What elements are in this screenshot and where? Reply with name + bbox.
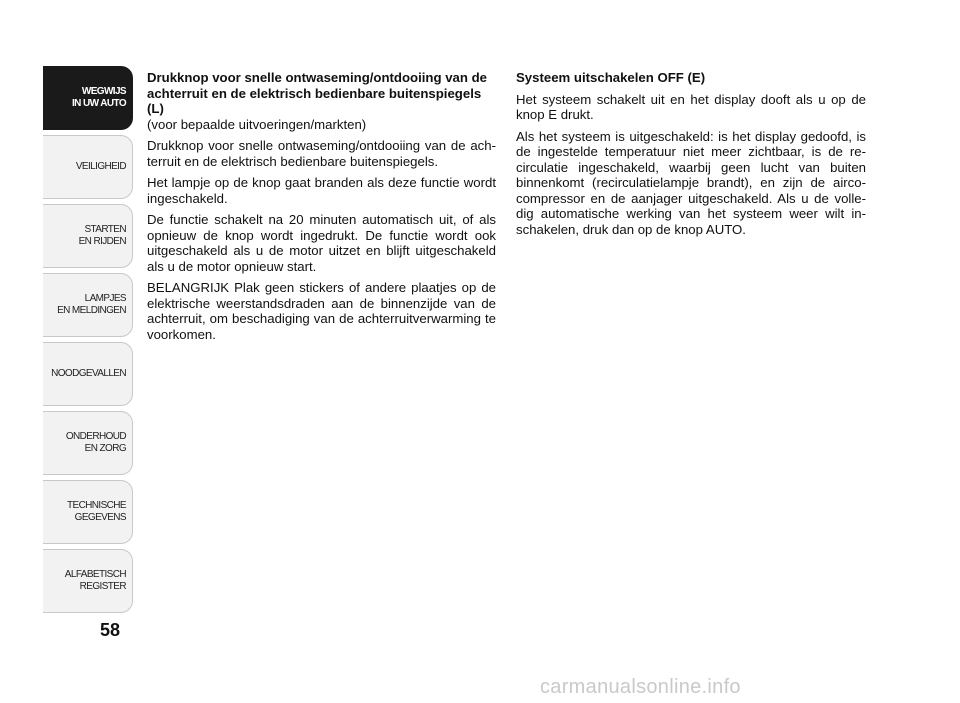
section-heading: Drukknop voor snelle ontwaseming/ontdooiing van de achterruit en de elektrisch bedienbare buitenspiegels (L) <box>147 70 487 116</box>
paragraph: De functie schakelt na 20 minuten automatisch uit, of als opnieuw de knop wordt ingedrukt. De functie wordt ook uitgeschakeld als u de motor uitzet en blijft uitgeschakeld als u de motor opnieuw start. <box>147 212 496 274</box>
paragraph: Als het systeem is uitgeschakeld: is het display gedoofd, is de ingestelde temperatuur niet meer zichtbaar, is de re-circulatie ingeschakeld, waarbij geen lucht van buiten binnenkomt (recirculatielampje brandt), en zijn de airco-compressor en de aanjager uitgeschakeld. Als u de volle-dig automatische werking van het systeem weer wilt in-schakelen, druk dan op de knop AUTO. <box>516 128 866 237</box>
tab-label: NOODGEVALLEN <box>51 368 126 379</box>
tab-label: WEGWIJS IN UW AUTO <box>72 86 126 109</box>
tab-lampjes[interactable] <box>43 273 133 337</box>
tab-label: VEILIGHEID <box>75 161 126 172</box>
tab-label: LAMPJES EN MELDINGEN <box>57 293 126 316</box>
tab-wegwijs[interactable] <box>43 66 133 130</box>
tab-alfabetisch[interactable] <box>43 549 133 613</box>
tab-veiligheid[interactable] <box>43 135 133 199</box>
tab-noodgevallen[interactable] <box>43 342 133 406</box>
tab-label: ALFABETISCH REGISTER <box>64 569 126 592</box>
tab-label: ONDERHOUD EN ZORG <box>65 431 126 454</box>
section-heading: Systeem uitschakelen OFF (E) <box>516 70 706 85</box>
paragraph: Drukknop voor snelle ontwaseming/ontdooiing van de ach-terruit en de elektrisch bedienbare buitenspiegels. <box>147 138 496 169</box>
tab-technische[interactable] <box>43 480 133 544</box>
tab-label: TECHNISCHE GEGEVENS <box>66 500 126 523</box>
right-column <box>516 70 866 243</box>
page-number: 58 <box>100 620 121 640</box>
watermark: carmanualsonline.info <box>540 676 741 698</box>
tab-onderhoud[interactable] <box>43 411 133 475</box>
paragraph: Het systeem schakelt uit en het display dooft als u op de knop E drukt. <box>516 91 866 122</box>
tab-starten[interactable] <box>43 204 133 268</box>
section-subheading: (voor bepaalde uitvoeringen/markten) <box>147 116 367 132</box>
paragraph: BELANGRIJK Plak geen stickers of andere plaatjes op de elektrische weerstandsdraden aan de binnenzijde van de achterruit, om beschadiging van de achterruitverwarming te voorkomen. <box>147 280 496 342</box>
tab-label: STARTEN EN RIJDEN <box>78 224 126 247</box>
left-column <box>147 70 496 348</box>
paragraph: Het lampje op de knop gaat branden als deze functie wordt ingeschakeld. <box>147 175 496 206</box>
